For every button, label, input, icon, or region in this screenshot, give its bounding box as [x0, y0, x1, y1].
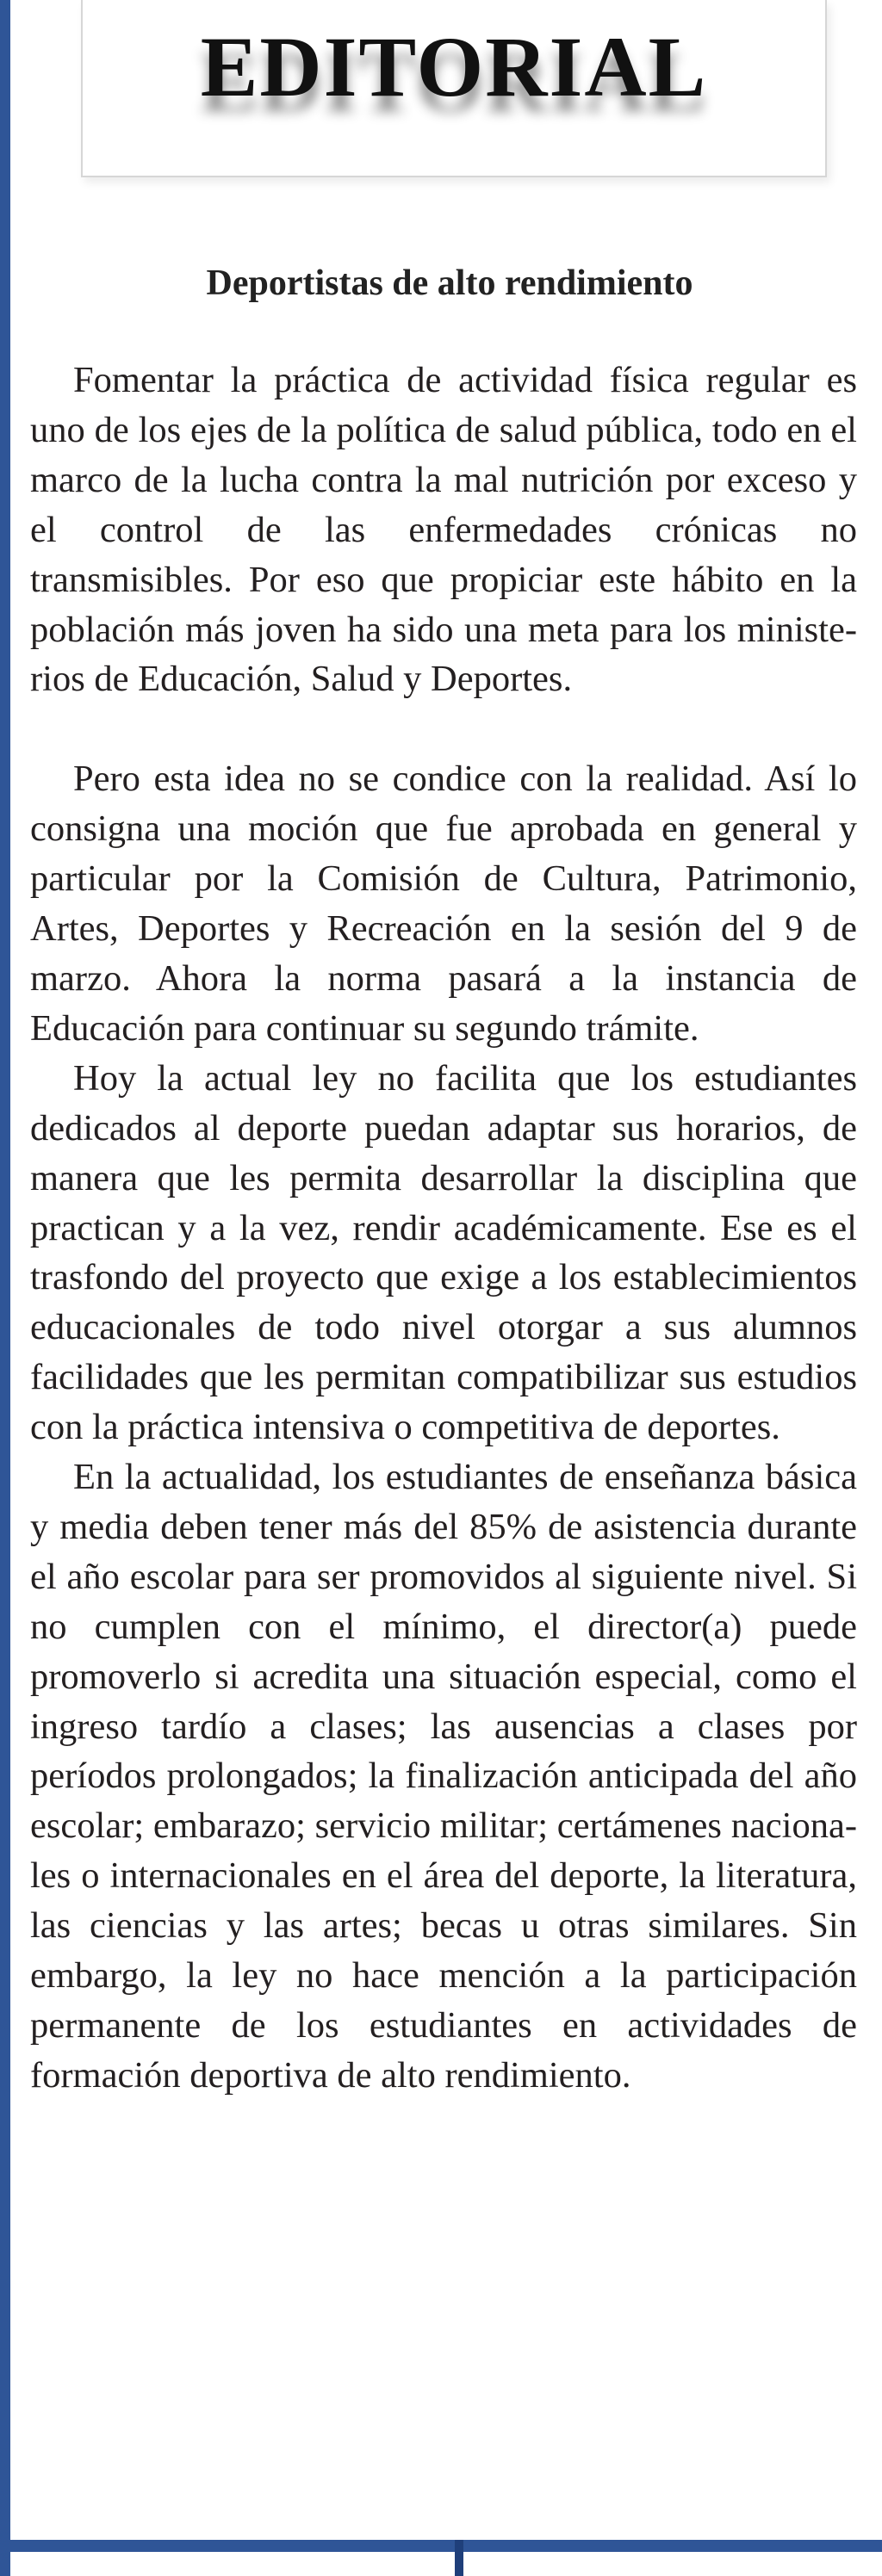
- left-accent-rule: [0, 0, 10, 2576]
- article-paragraph-2: Pero esta idea no se condice con la realidad. Así lo consigna una moción que fue aprobada en general y particular por la Comisión de Cultura, Patrimonio, Artes, Deportes y Recreación en la sesión del 9 de marzo. Ahora la norma pasará a la instancia de Educación para continuar su segundo trámite.: [30, 759, 857, 1049]
- article-paragraph-4: En la actualidad, los estudiantes de enseñanza básica y media deben tener más del 85% de asistencia durante el año escolar para ser promovidos al siguiente nivel. Si no cumplen con el mínimo, el director(a) puede promoverlo si acredita una situación especial, como el ingreso tardío a clases; las ausencias a clases por períodos prolongados; la finalización anticipada del año escolar; embarazo; servicio militar; certámenes nacionales o internacionales en el área del deporte, la literatura, las ciencias y las artes; becas u otras similares. Sin embargo, la ley no hace mención a la participación permanente de los estudiantes en actividades de formación deportiva de alto rendimiento.: [30, 1457, 857, 2096]
- article-paragraph-3: Hoy la actual ley no facilita que los estudiantes dedicados al deporte puedan adaptar sus horarios, de manera que les permita desarrollar la disciplina que practican y a la vez, rendir académicamente. Ese es el trasfondo del proyecto que exige a los establecimientos educacionales de todo nivel otorgar a sus alumnos facilidades que les permitan compatibilizar sus estudios con la práctica intensiva o competitiva de deportes.: [30, 1057, 857, 1448]
- bottom-accent-rule: [0, 2540, 882, 2552]
- article-paragraph-1: Fomentar la práctica de actividad física regular es uno de los ejes de la política de salud pública, todo en el marco de la lucha contra la mal nutrición por exceso y el control de las enfermedades crónicas no transmisibles. Por eso que propiciar este hábito en la población más joven ha sido una meta para los ministerios de Educación, Salud y Deportes.: [30, 360, 857, 700]
- editorial-title: EDITORIAL: [200, 19, 708, 115]
- article-headline: Deportistas de alto rendimiento: [206, 263, 693, 303]
- article-body: [30, 356, 857, 2101]
- bottom-accent-tick: [455, 2540, 463, 2576]
- editorial-header-box: [81, 0, 827, 177]
